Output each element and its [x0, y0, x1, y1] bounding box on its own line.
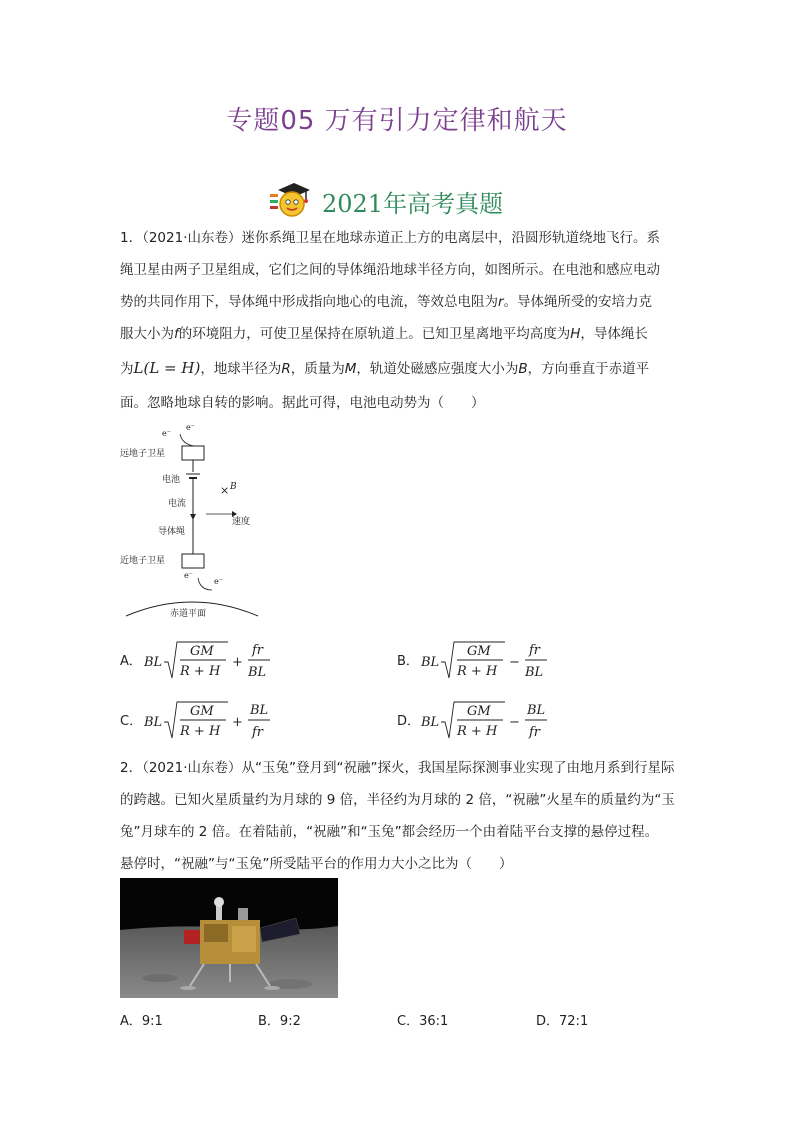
svg-text:BL: BL: [421, 715, 440, 730]
option-label: D．: [536, 1014, 560, 1029]
equator-label: 赤道平面: [170, 609, 207, 619]
svg-text:R + H: R + H: [180, 664, 221, 679]
q2-line-2: 的跨越。已知火星质量约为月球的 9 倍，半径约为月球的 2 倍，“祝融”火星车的质量约为“玉: [120, 792, 675, 808]
graduation-mascot-icon: [268, 180, 314, 220]
electron-label-top: e⁻: [162, 429, 171, 438]
electron-label-bottom-2: e⁻: [214, 577, 223, 586]
q1-line-4: 服大小为f的环境阻力，可使卫星保持在原轨道上。已知卫星离地平均高度为H，导体绳长: [120, 326, 648, 342]
svg-text:−: −: [509, 655, 520, 670]
electron-arrow-top: [180, 434, 194, 446]
formula-a: [144, 640, 294, 682]
svg-text:BL: BL: [248, 665, 267, 680]
q1-line-1: 1．（2021·山东卷）迷你系绳卫星在地球赤道正上方的电离层中，沿圆形轨道绕地飞行。系: [120, 230, 660, 246]
svg-text:R + H: R + H: [457, 664, 498, 679]
formula-d: [421, 700, 571, 742]
svg-text:GM: GM: [467, 704, 491, 719]
q1-line-2: 绳卫星由两子卫星组成，它们之间的导体绳沿地球半径方向，如图所示。在电池和感应电动: [120, 262, 660, 278]
far-sat-label: 远地子卫星: [120, 449, 166, 459]
q1-line-5: 为L(L = H)，地球半径为R，质量为M，轨道处磁感应强度大小为B，方向垂直于赤道平: [120, 359, 650, 377]
option-label: A．: [120, 654, 142, 669]
electron-label-bottom: e⁻: [184, 571, 193, 580]
option-label: D．: [397, 714, 421, 729]
svg-text:BL: BL: [144, 715, 163, 730]
svg-text:GM: GM: [467, 644, 491, 659]
q1-line-3: 势的共同作用下，导体绳中形成指向地心的电流，等效总电阻为r。导体绳所受的安培力克: [120, 294, 653, 310]
battery-label: 电池: [162, 475, 181, 485]
rope-label: 导体绳: [158, 527, 186, 537]
far-satellite: [182, 446, 204, 460]
question-1: [120, 222, 680, 419]
svg-text:R + H: R + H: [457, 724, 498, 739]
svg-text:fr: fr: [252, 725, 264, 740]
option-value: 36:1: [419, 1014, 449, 1029]
electron-label-top-2: e⁻: [186, 423, 195, 432]
svg-text:+: +: [232, 655, 243, 670]
near-sat-label: 近地子卫星: [120, 556, 166, 566]
svg-text:BL: BL: [421, 655, 440, 670]
tether-satellite-diagram: [120, 422, 270, 622]
svg-text:GM: GM: [190, 704, 214, 719]
section-title: 2021年高考真题: [322, 190, 504, 218]
q2-line-3: 兔”月球车的 2 倍。在着陆前，“祝融”和“玉兔”都会经历一个由着陆平台支撑的悬停过程。: [120, 824, 659, 840]
option-label: B．: [397, 654, 419, 669]
b-field-cross: ×: [220, 484, 230, 497]
svg-text:BL: BL: [527, 703, 546, 718]
svg-text:GM: GM: [190, 644, 214, 659]
svg-text:BL: BL: [250, 703, 269, 718]
option-value: 9:2: [279, 1014, 301, 1029]
question-2: [120, 752, 680, 880]
svg-text:fr: fr: [529, 725, 541, 740]
velocity-label: 速度: [232, 517, 251, 527]
current-label: 电流: [168, 499, 187, 509]
page-title: 专题05 万有引力定律和航天: [226, 106, 568, 136]
electron-arrow-bottom: [198, 578, 212, 590]
option-label: B．: [258, 1014, 280, 1029]
svg-text:BL: BL: [144, 655, 163, 670]
q2-line-4: 悬停时，“祝融”与“玉兔”所受陆平台的作用力大小之比为（ ）: [120, 856, 513, 872]
svg-text:+: +: [232, 715, 243, 730]
option-value: 72:1: [559, 1014, 589, 1029]
option-label: C．: [120, 714, 143, 729]
lander-photo: [120, 878, 338, 998]
svg-text:fr: fr: [252, 643, 264, 658]
option-label: C．: [397, 1014, 420, 1029]
q1-line-6: 面。忽略地球自转的影响。据此可得，电池电动势为（ ）: [120, 395, 485, 411]
svg-text:−: −: [509, 715, 520, 730]
q2-line-1: 2．（2021·山东卷）从“玉兔”登月到“祝融”探火，我国星际探测事业实现了由地月系到行星际: [120, 760, 675, 776]
option-label: A．: [120, 1014, 142, 1029]
formula-c: [144, 700, 294, 742]
current-arrow: [190, 514, 196, 520]
svg-text:R + H: R + H: [180, 724, 221, 739]
option-value: 9:1: [141, 1014, 163, 1029]
svg-text:fr: fr: [529, 643, 541, 658]
formula-b: [421, 640, 571, 682]
near-satellite: [182, 554, 204, 568]
b-field-label: B: [230, 482, 237, 492]
svg-text:BL: BL: [525, 665, 544, 680]
